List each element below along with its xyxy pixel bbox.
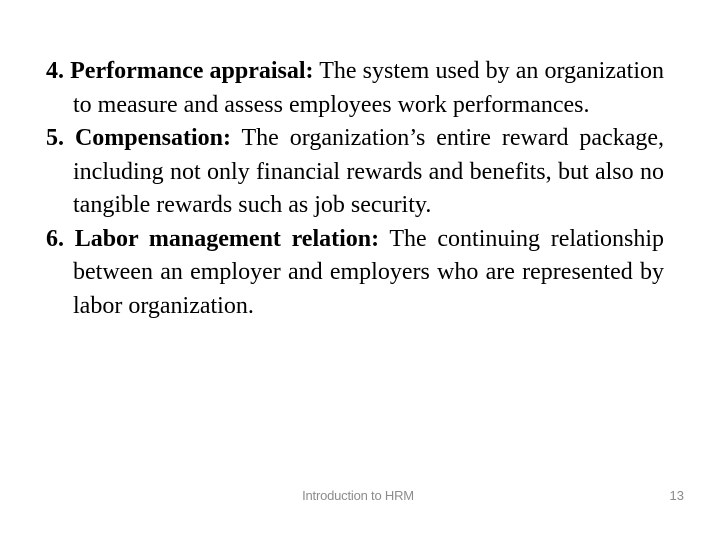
item-term: Performance appraisal: <box>70 58 314 84</box>
footer-title: Introduction to HRM <box>302 488 414 503</box>
item-text: The continuing relationship between an employer and employers who are represented by labor organization. <box>73 225 665 319</box>
slide-body <box>46 55 664 323</box>
list-item-compensation <box>46 122 664 223</box>
item-term: Labor management relation: <box>74 225 380 252</box>
page-number: 13 <box>669 488 684 503</box>
item-term: Compensation: <box>74 125 231 151</box>
item-number: 6. <box>46 225 64 252</box>
item-text: The system used by an organization to measure and assess employees work performances. <box>73 58 664 118</box>
item-text: The organization’s entire reward package, including not only financial rewards and benefits, but also no tangible rewards such as job security. <box>73 125 665 218</box>
list-item-labor-management-relation <box>46 223 664 324</box>
list-item-performance-appraisal <box>46 55 664 122</box>
item-number: 5. <box>46 125 64 151</box>
item-number: 4. <box>46 58 64 84</box>
